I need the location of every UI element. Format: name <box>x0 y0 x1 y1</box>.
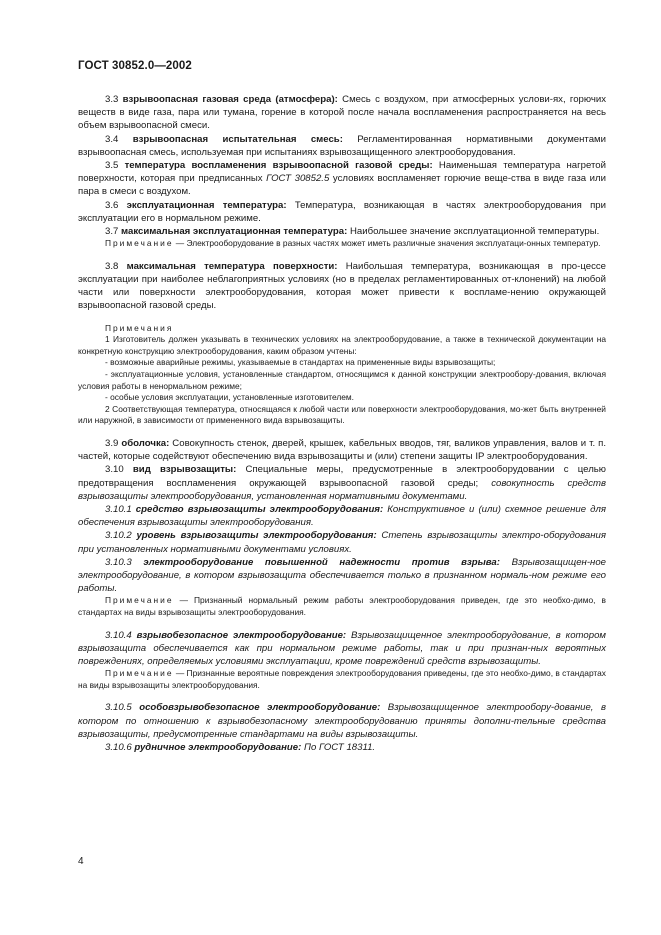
clause-3-8 <box>78 260 606 313</box>
clause-number: 3.9 <box>105 437 119 449</box>
clause-text: Смесь с воздухом, при атмосферных услови-ях, горючих веществ в виде газа, пара или тумана, горение в которой после начала воспламенения распространяется на весь объем взрывоопасной смеси. <box>78 94 607 132</box>
notes-3-8 <box>78 323 606 427</box>
clause-text: Совокупность стенок, дверей, крышек, кабельных вводов, тяг, валиков управления, валов и т. п. частей, которые содействуют обеспечению вида взрывозащиты и (или) степени защиты IP электрооборудования. <box>78 437 607 463</box>
note-3-10-4 <box>78 668 606 691</box>
clause-term: максимальная эксплуатационная температура: <box>121 226 348 238</box>
clause-number: 3.10.2 <box>105 530 132 542</box>
clause-term: вид взрывозащиты: <box>132 464 237 476</box>
clause-3-10-1 <box>78 503 606 529</box>
clause-3-3 <box>78 93 606 133</box>
clause-term: максимальная температура поверхности: <box>126 260 338 272</box>
document-code: ГОСТ 30852.0—2002 <box>78 60 192 72</box>
clause-text: Наименьшая температура нагретой поверхности, которая при предписанных <box>78 160 606 185</box>
clause-3-7 <box>78 225 606 238</box>
clause-number: 3.10.1 <box>105 504 132 515</box>
note-3-7 <box>78 238 606 250</box>
standard-reference: ГОСТ 30852.5 <box>266 173 330 185</box>
notes-label: Примечания <box>105 322 174 333</box>
clause-term: взрывоопасная газовая среда (атмосфера): <box>122 94 338 105</box>
clause-text: Взрывозащищенное электрообору-дование, в котором по отношению к взрывобезопасному электрооборудованию приняты дополни-тельные средства взрывозащиты, предусмотренные стандартами на виды взрывозащиты. <box>78 702 606 740</box>
clause-term: взрывобезопасное электрооборудование: <box>136 629 347 641</box>
note-3-10-3 <box>78 595 606 618</box>
note-text: — Электрооборудование в разных частях может иметь различные значения эксплуатаци-онных температур. <box>173 238 601 249</box>
clause-number: 3.10.3 <box>105 556 132 568</box>
clause-number: 3.10.6 <box>105 742 132 754</box>
clause-text: Степень взрывозащиты электро-оборудования при установленных нормативными документами условиях. <box>78 530 607 555</box>
clause-term: уровень взрывозащиты электрооборудования: <box>136 530 377 542</box>
clause-term: оболочка: <box>121 437 170 449</box>
clause-text: Взрывозащищен-ное электрооборудование, в котором взрывозащита обеспечивается только в признанном нормаль-ном режиме его работы. <box>78 556 606 595</box>
clause-text: Специальные меры, предусмотренные в электрооборудовании с целью предотвращения воспламенения окружающей взрывоопасной газовой среды; <box>78 464 606 489</box>
clause-term: особовзрывобезопасное электрооборудование: <box>139 702 381 714</box>
note-label: Примечание <box>105 238 174 249</box>
clause-text: Взрывозащищенное электрооборудование, в котором взрывозащита обеспечивается как при нормальном режиме работы, так и при признан-ных вероятных повреждениях, определяемых условиями эксплуатации, кроме повреждений средств взрывозащиты. <box>78 629 607 668</box>
note-label: Примечание <box>105 668 174 679</box>
page-number: 4 <box>78 856 84 867</box>
clause-number: 3.4 <box>105 133 119 145</box>
clause-3-5 <box>78 159 606 199</box>
clause-number: 3.7 <box>105 226 119 238</box>
clause-number: 3.8 <box>105 260 119 272</box>
note-label: Примечание <box>105 595 174 606</box>
clause-text: Наибольшая температура, возникающая в про-цессе эксплуатации при наиболее неблагоприятных условиях (но в пределах регламентированных от-клонений) на любой части или поверхности электрооборудования, которая может привести к воспламе-нению окружающей взрывоопасной газовой среды. <box>78 260 606 312</box>
clause-text: Температура, возникающая в частях электрооборудования при эксплуатации его в нормальном режиме. <box>78 199 607 224</box>
clause-3-10-4 <box>78 629 606 669</box>
clause-text: Наибольшее значение эксплуатационной температуры. <box>347 226 600 238</box>
note-item-1: 1 Изготовитель должен указывать в технических условиях на электрооборудование, а также в технической документации на конкретную конструкцию электрооборудования, каким образом учтены: <box>78 334 606 356</box>
note-item-1a: - возможные аварийные режимы, указываемые в стандартах на примененные виды взрывозащиты; <box>105 357 496 368</box>
clause-term: температура воспламенения взрывоопасной газовой среды: <box>124 160 433 172</box>
clause-term: взрывоопасная испытательная смесь: <box>132 133 343 145</box>
clause-3-10-2 <box>78 529 606 555</box>
clause-3-10-3 <box>78 556 606 596</box>
clause-3-10-6 <box>78 741 606 754</box>
clause-term: электрооборудование повышенной надежности против взрыва: <box>143 556 500 568</box>
clause-text-italic: совокупность средств взрывозащиты электрооборудования, установленная нормативными документами. <box>78 477 606 502</box>
clause-number: 3.10 <box>105 464 124 476</box>
clause-number: 3.10.5 <box>105 702 132 714</box>
clause-3-10 <box>78 463 606 503</box>
clause-3-4 <box>78 133 606 159</box>
clause-number: 3.3 <box>105 94 119 105</box>
note-text: — Признанные вероятные повреждения электрооборудования приведены, где это необхо-димо, в стандартах на виды взрывозащиты электрооборудования. <box>78 668 606 690</box>
clause-3-10-5 <box>78 701 606 741</box>
clause-text-continued: условиях воспламеняет горючие веще-ства в виде газа или пара в смеси с воздухом. <box>78 173 606 198</box>
clause-text: Конструктивное и (или) схемное решение для обеспечения взрывозащиты электрооборудования. <box>78 504 607 529</box>
clause-term: рудничное электрооборудование: <box>134 742 302 754</box>
document-body <box>78 93 606 754</box>
clause-number: 3.5 <box>105 160 119 172</box>
note-item-2: 2 Соответствующая температура, относящаяся к любой части или поверхности электрооборудования, мо-жет быть внутренней или наружной, в зависимости от примененного вида взрывозащиты. <box>78 403 606 426</box>
clause-text: По ГОСТ 18311. <box>301 742 376 754</box>
clause-term: средство взрывозащиты электрооборудования: <box>135 504 384 515</box>
note-text: — Признанный нормальный режим работы электрооборудования приведен, где это необхо-димо, в стандартах на виды взрывозащиты электрооборудования. <box>78 595 606 618</box>
note-item-1c: - особые условия эксплуатации, установленные изготовителем. <box>105 392 354 403</box>
note-item-1b: - эксплуатационные условия, установленные стандартом, относящимся к данной конструкции электрообору-дования, включая условия работы в ненормальном режиме; <box>78 369 606 391</box>
clause-text: Регламентированная нормативными документами взрывоопасная смесь, используемая при испытаниях взрывозащищенного электрооборудования. <box>78 133 606 158</box>
clause-3-9 <box>78 437 606 463</box>
clause-term: эксплуатационная температура: <box>126 199 287 211</box>
clause-3-6 <box>78 199 606 225</box>
clause-number: 3.10.4 <box>105 629 132 641</box>
clause-number: 3.6 <box>105 199 119 211</box>
